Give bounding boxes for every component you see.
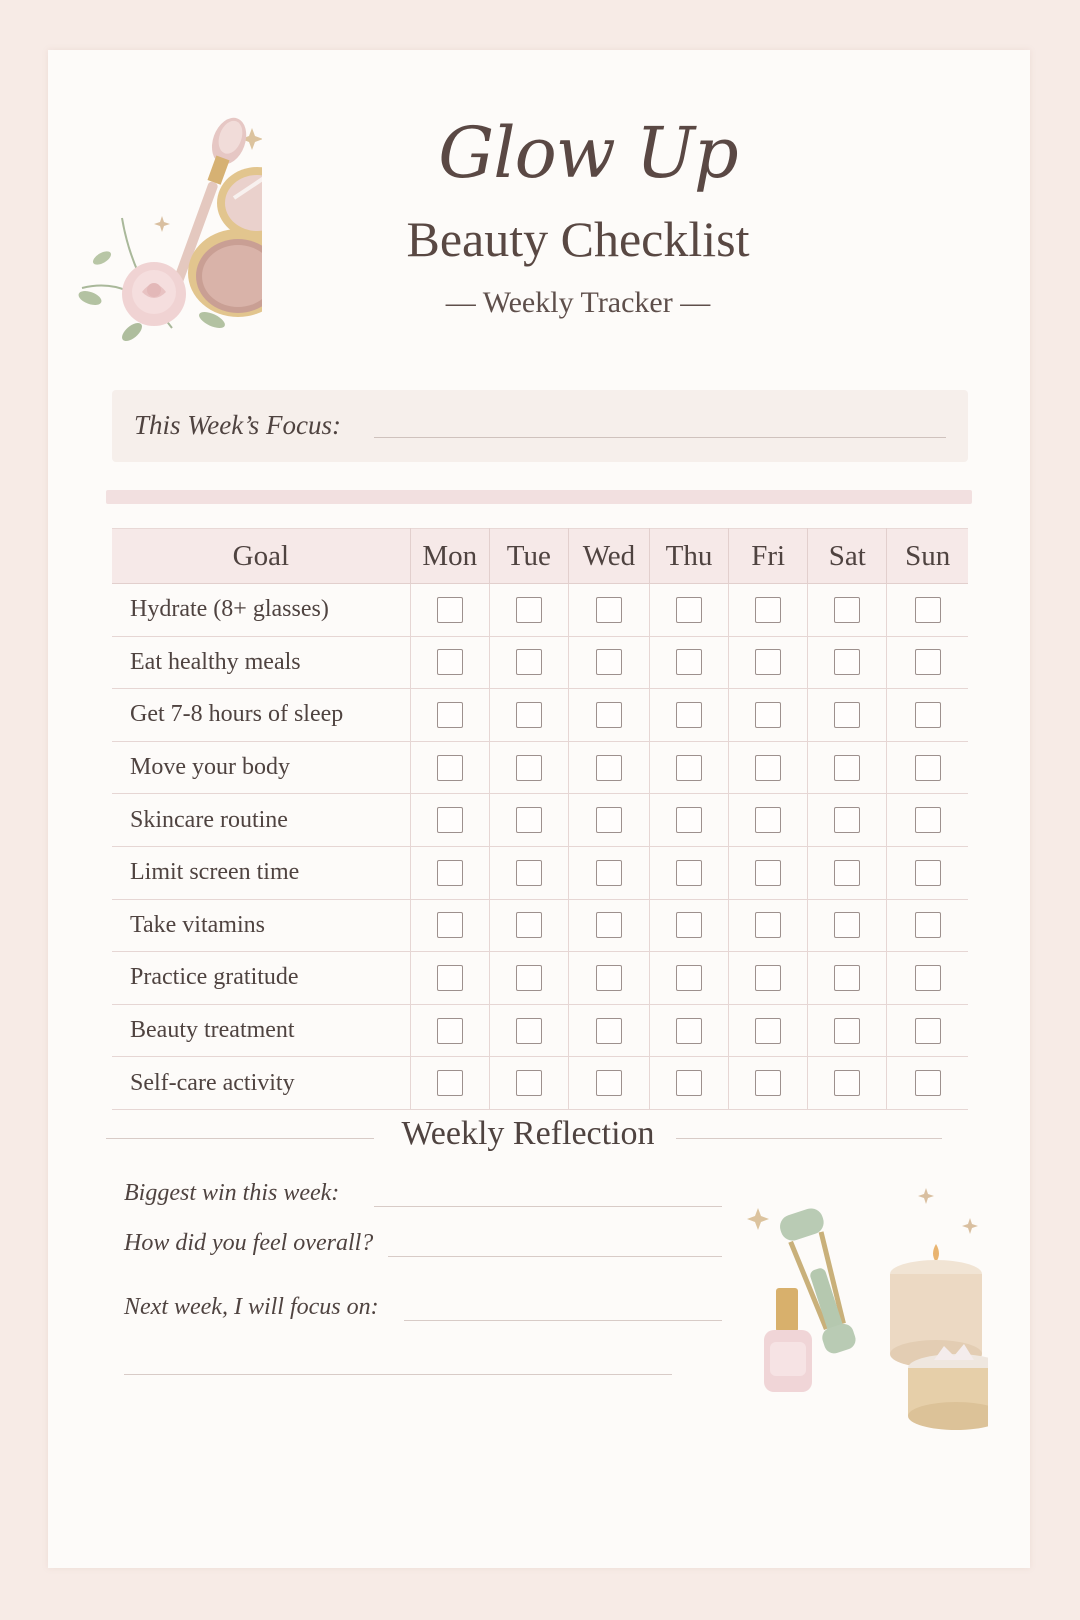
script-title: Glow Up [438, 112, 738, 194]
checkbox-mon[interactable] [437, 860, 463, 886]
checkbox-sun[interactable] [915, 860, 941, 886]
skincare-illustration [698, 1178, 988, 1438]
day-cell-tue [489, 584, 568, 637]
checkbox-wed[interactable] [596, 912, 622, 938]
day-cell-sat [808, 1004, 887, 1057]
checkbox-tue[interactable] [516, 1018, 542, 1044]
day-cell-fri [729, 794, 808, 847]
day-cell-tue [489, 1004, 568, 1057]
table-row [112, 846, 968, 899]
checkbox-sun[interactable] [915, 597, 941, 623]
checkbox-sat[interactable] [834, 755, 860, 781]
checkbox-mon[interactable] [437, 1070, 463, 1096]
checkbox-tue[interactable] [516, 807, 542, 833]
checkbox-tue[interactable] [516, 860, 542, 886]
day-cell-sun [887, 794, 968, 847]
goal-label: Limit screen time [112, 846, 410, 899]
day-cell-tue [489, 636, 568, 689]
day-cell-fri [729, 1057, 808, 1110]
checkbox-thu[interactable] [676, 860, 702, 886]
answer-line-next-week[interactable] [404, 1320, 722, 1321]
day-cell-mon [410, 1057, 489, 1110]
day-cell-fri [729, 584, 808, 637]
day-cell-tue [489, 741, 568, 794]
day-cell-wed [568, 636, 649, 689]
checkbox-wed[interactable] [596, 1018, 622, 1044]
goal-label: Practice gratitude [112, 952, 410, 1005]
checkbox-thu[interactable] [676, 912, 702, 938]
day-cell-wed [568, 899, 649, 952]
day-header-sat: Sat [808, 529, 887, 584]
checkbox-mon[interactable] [437, 1018, 463, 1044]
reflection-rule-right [676, 1138, 942, 1139]
checkbox-fri[interactable] [755, 755, 781, 781]
day-cell-tue [489, 794, 568, 847]
day-cell-wed [568, 952, 649, 1005]
checkbox-sun[interactable] [915, 807, 941, 833]
checklist-page [48, 50, 1030, 1568]
checkbox-sun[interactable] [915, 755, 941, 781]
checkbox-thu[interactable] [676, 702, 702, 728]
checkbox-mon[interactable] [437, 807, 463, 833]
day-cell-sat [808, 636, 887, 689]
checkbox-wed[interactable] [596, 807, 622, 833]
tracker-body [112, 584, 968, 1110]
day-cell-thu [649, 794, 728, 847]
checkbox-fri[interactable] [755, 1070, 781, 1096]
day-cell-fri [729, 846, 808, 899]
day-cell-sun [887, 741, 968, 794]
checkbox-thu[interactable] [676, 807, 702, 833]
reflection-title: Weekly Reflection [401, 1115, 655, 1152]
goal-label: Beauty treatment [112, 1004, 410, 1057]
focus-label: This Week’s Focus: [134, 410, 341, 440]
day-header-sun: Sun [887, 529, 968, 584]
checkbox-sat[interactable] [834, 912, 860, 938]
table-row [112, 952, 968, 1005]
habit-tracker-table [112, 528, 968, 1110]
question-feel-overall: How did you feel overall? [124, 1230, 374, 1256]
checkbox-fri[interactable] [755, 702, 781, 728]
answer-line-next-week-extra[interactable] [124, 1374, 672, 1375]
table-row [112, 584, 968, 637]
weekly-focus-box [112, 390, 968, 462]
day-header-thu: Thu [649, 529, 728, 584]
day-cell-mon [410, 741, 489, 794]
day-header-fri: Fri [729, 529, 808, 584]
goal-label: Get 7-8 hours of sleep [112, 689, 410, 742]
day-cell-fri [729, 636, 808, 689]
makeup-illustration [62, 98, 262, 368]
day-cell-mon [410, 794, 489, 847]
checkbox-sat[interactable] [834, 597, 860, 623]
checkbox-tue[interactable] [516, 755, 542, 781]
day-cell-sun [887, 1004, 968, 1057]
checkbox-tue[interactable] [516, 649, 542, 675]
goal-label: Self-care activity [112, 1057, 410, 1110]
checkbox-fri[interactable] [755, 965, 781, 991]
reflection-rule-left [106, 1138, 374, 1139]
day-cell-sat [808, 741, 887, 794]
checkbox-sun[interactable] [915, 965, 941, 991]
page-title: Beauty Checklist [406, 211, 750, 267]
checkbox-mon[interactable] [437, 755, 463, 781]
divider-bar [106, 490, 972, 504]
table-header-row [112, 529, 968, 584]
day-cell-mon [410, 689, 489, 742]
day-cell-tue [489, 899, 568, 952]
checkbox-thu[interactable] [676, 965, 702, 991]
checkbox-sat[interactable] [834, 965, 860, 991]
day-header-wed: Wed [568, 529, 649, 584]
checkbox-mon[interactable] [437, 702, 463, 728]
checkbox-thu[interactable] [676, 1018, 702, 1044]
goal-label: Move your body [112, 741, 410, 794]
checkbox-fri[interactable] [755, 807, 781, 833]
checkbox-mon[interactable] [437, 597, 463, 623]
table-row [112, 689, 968, 742]
page-subtitle: — Weekly Tracker — [445, 286, 711, 319]
table-row [112, 741, 968, 794]
checkbox-wed[interactable] [596, 597, 622, 623]
checkbox-tue[interactable] [516, 597, 542, 623]
day-cell-thu [649, 1057, 728, 1110]
day-cell-tue [489, 689, 568, 742]
table-row [112, 636, 968, 689]
answer-line-feel-overall[interactable] [388, 1256, 722, 1257]
day-cell-thu [649, 741, 728, 794]
day-cell-fri [729, 1004, 808, 1057]
day-cell-sun [887, 1057, 968, 1110]
day-cell-mon [410, 1004, 489, 1057]
checkbox-sat[interactable] [834, 1070, 860, 1096]
day-cell-sat [808, 952, 887, 1005]
day-cell-sun [887, 689, 968, 742]
checkbox-sun[interactable] [915, 912, 941, 938]
checkbox-fri[interactable] [755, 649, 781, 675]
day-cell-mon [410, 952, 489, 1005]
day-cell-tue [489, 1057, 568, 1110]
focus-input-line[interactable] [374, 437, 946, 438]
day-cell-sun [887, 584, 968, 637]
checkbox-sat[interactable] [834, 807, 860, 833]
table-row [112, 1057, 968, 1110]
checkbox-sat[interactable] [834, 649, 860, 675]
goal-label: Skincare routine [112, 794, 410, 847]
day-cell-sat [808, 794, 887, 847]
checkbox-fri[interactable] [755, 860, 781, 886]
checkbox-wed[interactable] [596, 1070, 622, 1096]
day-cell-mon [410, 636, 489, 689]
day-cell-thu [649, 1004, 728, 1057]
day-cell-thu [649, 636, 728, 689]
checkbox-wed[interactable] [596, 965, 622, 991]
checkbox-fri[interactable] [755, 1018, 781, 1044]
checkbox-thu[interactable] [676, 755, 702, 781]
day-cell-wed [568, 741, 649, 794]
checkbox-mon[interactable] [437, 649, 463, 675]
checkbox-sun[interactable] [915, 1018, 941, 1044]
checkbox-fri[interactable] [755, 912, 781, 938]
day-cell-sat [808, 899, 887, 952]
checkbox-sat[interactable] [834, 702, 860, 728]
checkbox-mon[interactable] [437, 965, 463, 991]
checkbox-tue[interactable] [516, 1070, 542, 1096]
day-cell-fri [729, 689, 808, 742]
day-cell-wed [568, 1057, 649, 1110]
day-cell-wed [568, 689, 649, 742]
day-cell-wed [568, 584, 649, 637]
checkbox-wed[interactable] [596, 649, 622, 675]
day-cell-mon [410, 899, 489, 952]
day-cell-sat [808, 1057, 887, 1110]
checkbox-fri[interactable] [755, 597, 781, 623]
checkbox-thu[interactable] [676, 1070, 702, 1096]
day-cell-tue [489, 952, 568, 1005]
day-cell-sun [887, 636, 968, 689]
goal-column-header: Goal [112, 529, 410, 584]
checkbox-thu[interactable] [676, 597, 702, 623]
checkbox-sun[interactable] [915, 649, 941, 675]
checkbox-tue[interactable] [516, 912, 542, 938]
table-row [112, 794, 968, 847]
day-cell-mon [410, 846, 489, 899]
day-cell-sun [887, 952, 968, 1005]
table-row [112, 1004, 968, 1057]
question-next-week: Next week, I will focus on: [124, 1294, 379, 1320]
day-cell-wed [568, 846, 649, 899]
day-cell-mon [410, 584, 489, 637]
goal-label: Take vitamins [112, 899, 410, 952]
checkbox-sun[interactable] [915, 1070, 941, 1096]
day-cell-thu [649, 846, 728, 899]
checkbox-tue[interactable] [516, 702, 542, 728]
checkbox-wed[interactable] [596, 702, 622, 728]
day-cell-thu [649, 584, 728, 637]
day-header-tue: Tue [489, 529, 568, 584]
goal-label: Hydrate (8+ glasses) [112, 584, 410, 637]
checkbox-mon[interactable] [437, 912, 463, 938]
day-cell-fri [729, 741, 808, 794]
answer-line-biggest-win[interactable] [374, 1206, 722, 1207]
table-row [112, 899, 968, 952]
day-cell-fri [729, 952, 808, 1005]
checkbox-sat[interactable] [834, 860, 860, 886]
checkbox-sun[interactable] [915, 702, 941, 728]
day-cell-sun [887, 899, 968, 952]
day-header-mon: Mon [410, 529, 489, 584]
goal-label: Eat healthy meals [112, 636, 410, 689]
day-cell-sat [808, 584, 887, 637]
day-cell-sat [808, 846, 887, 899]
day-cell-fri [729, 899, 808, 952]
day-cell-thu [649, 899, 728, 952]
checkbox-sat[interactable] [834, 1018, 860, 1044]
checkbox-wed[interactable] [596, 860, 622, 886]
day-cell-thu [649, 689, 728, 742]
checkbox-wed[interactable] [596, 755, 622, 781]
question-biggest-win: Biggest win this week: [124, 1180, 340, 1206]
day-cell-thu [649, 952, 728, 1005]
day-cell-tue [489, 846, 568, 899]
checkbox-thu[interactable] [676, 649, 702, 675]
day-cell-wed [568, 1004, 649, 1057]
day-cell-wed [568, 794, 649, 847]
checkbox-tue[interactable] [516, 965, 542, 991]
day-cell-sun [887, 846, 968, 899]
day-cell-sat [808, 689, 887, 742]
